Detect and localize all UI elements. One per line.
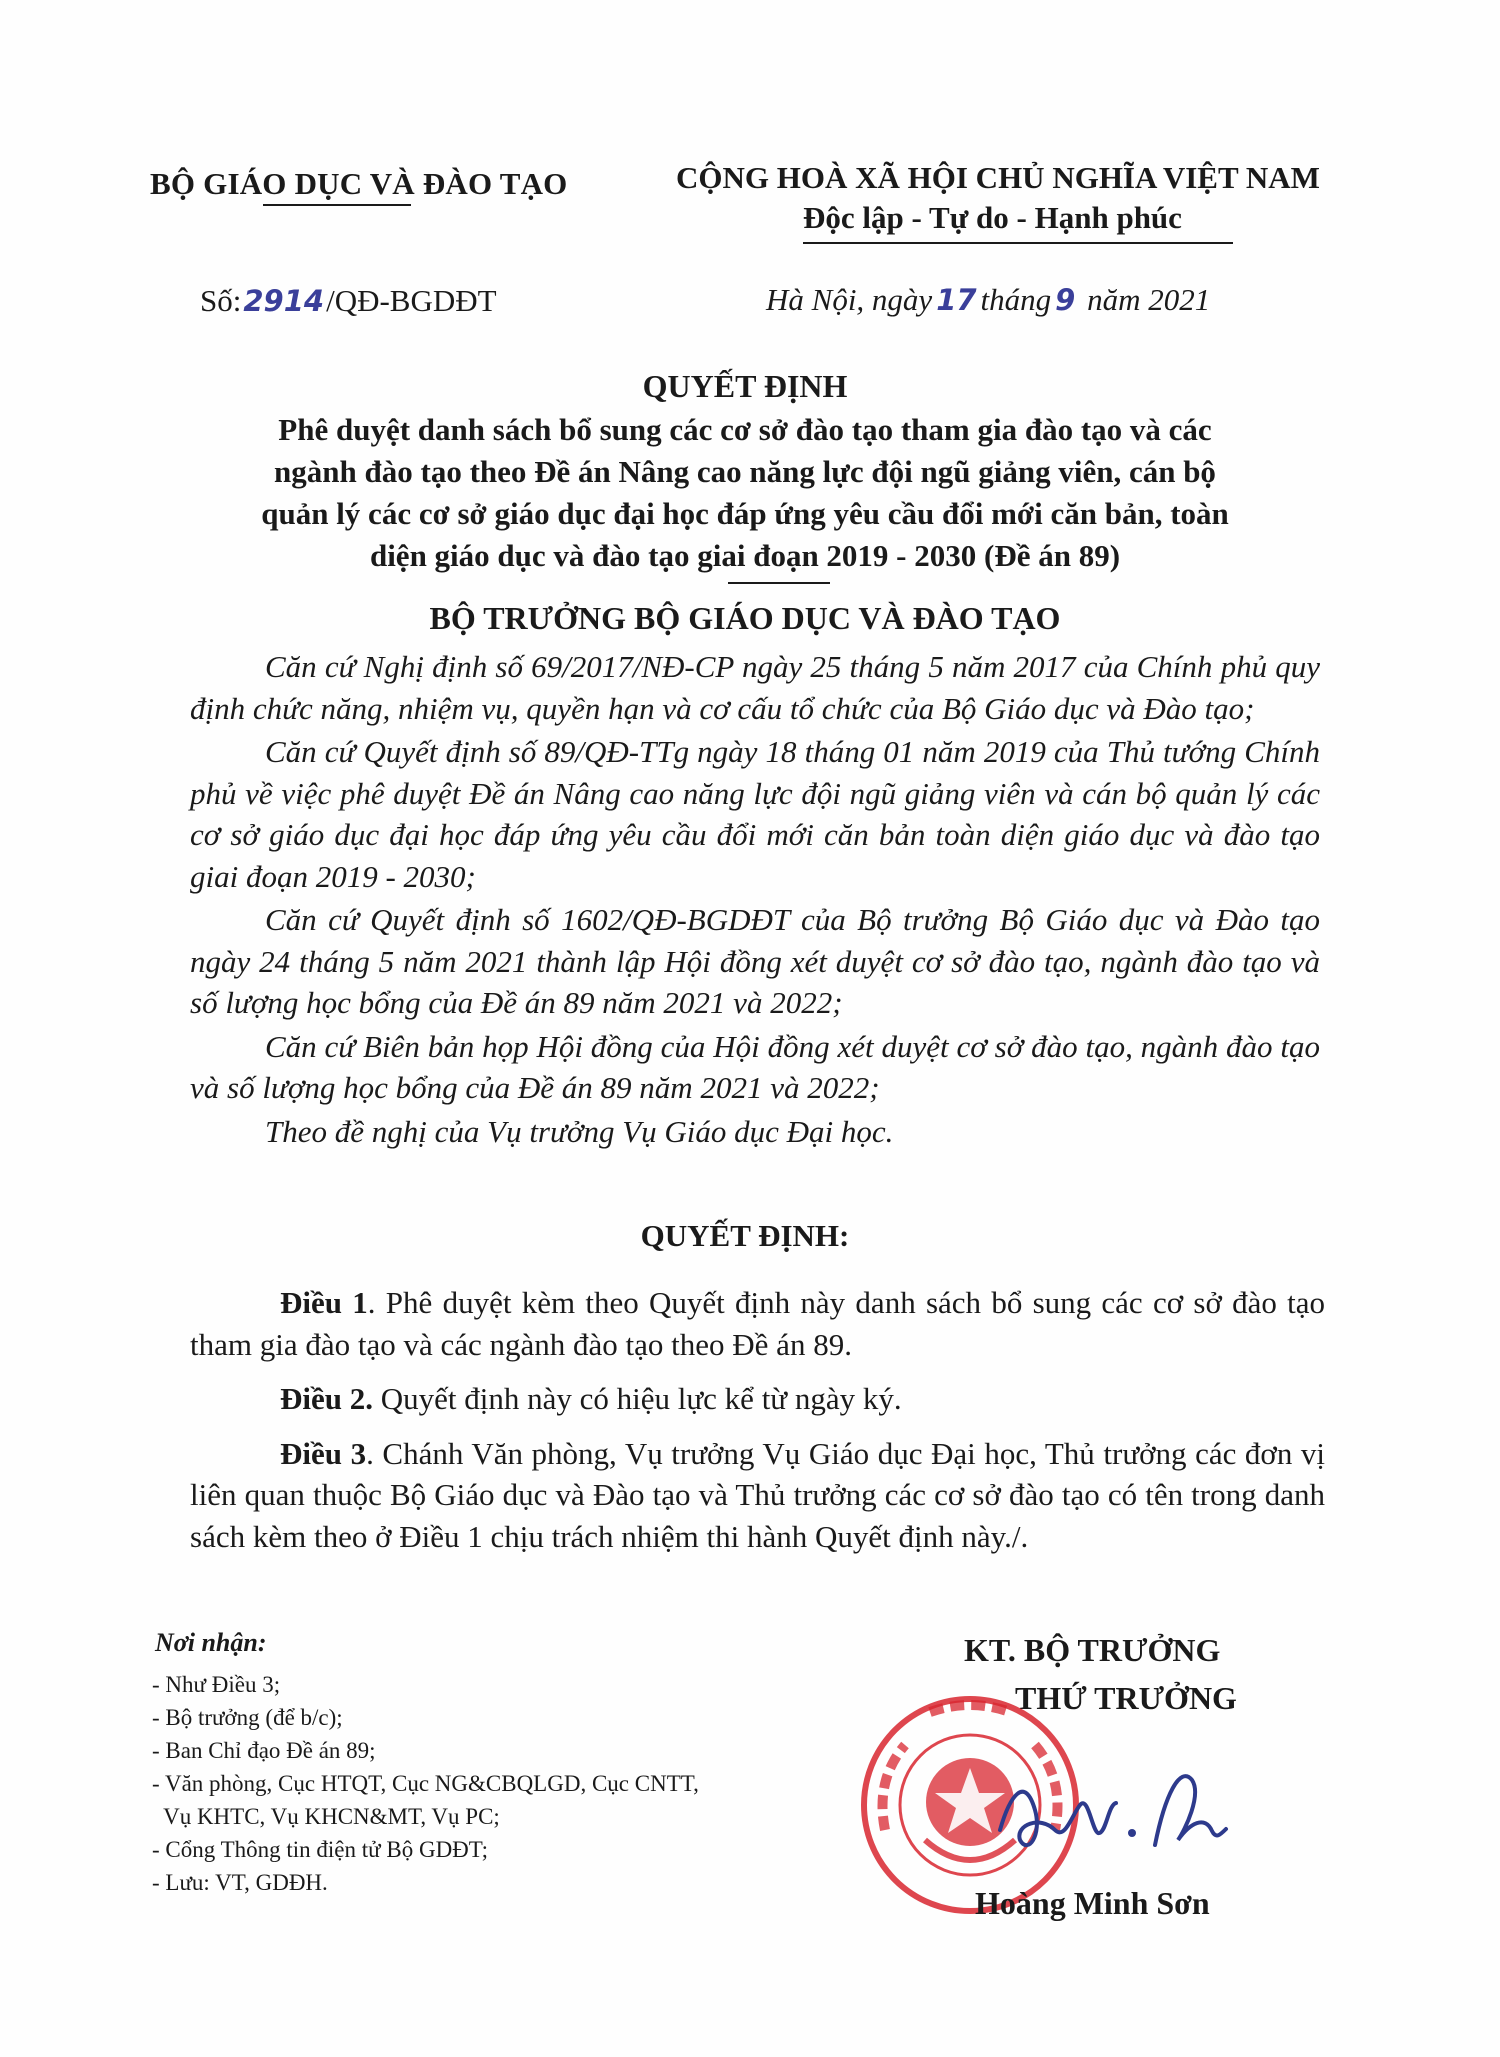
handwritten-signature-icon xyxy=(980,1735,1240,1885)
article xyxy=(190,1378,1325,1420)
recipient-item: - Lưu: VT, GDĐH. xyxy=(152,1870,328,1895)
ministry-name: BỘ GIÁO DỤC VÀ ĐÀO TẠO xyxy=(150,166,568,201)
recipient-item: - Như Điều 3; xyxy=(152,1672,281,1697)
signer-name: Hoàng Minh Sơn xyxy=(975,1885,1210,1921)
subtitle-line: quản lý các cơ sở giáo dục đại học đáp ứng yêu cầu đổi mới căn bản, toàn xyxy=(261,496,1229,531)
recipient-item: - Ban Chỉ đạo Đề án 89; xyxy=(152,1738,376,1763)
recipient-item: - Bộ trưởng (để b/c); xyxy=(152,1705,343,1730)
month-label: tháng xyxy=(980,282,1052,317)
title-block xyxy=(150,368,1340,577)
motto-underline xyxy=(803,242,1233,244)
article xyxy=(190,1282,1325,1365)
subtitle-line: ngành đào tạo theo Đề án Nâng cao năng lực đội ngũ giảng viên, cán bộ xyxy=(274,454,1216,489)
recipient-item: - Văn phòng, Cục HTQT, Cục NG&CBQLGD, Cục CNTT, xyxy=(152,1771,699,1796)
year-text: năm 2021 xyxy=(1087,282,1211,317)
decision-title: QUYẾT ĐỊNH xyxy=(642,368,848,404)
doc-number-suffix: /QĐ-BGDĐT xyxy=(326,283,497,318)
decision-heading: QUYẾT ĐỊNH: xyxy=(640,1218,850,1253)
legal-basis: Căn cứ Quyết định số 1602/QĐ-BGDĐT của Bộ trưởng Bộ Giáo dục và Đào tạo ngày 24 tháng 5 năm 2021 thành lập Hội đồng xét duyệt cơ sở đào tạo, ngành đào tạo và số lượng học bổng của Đề án 89 năm 2021 và 2022; xyxy=(190,902,1320,1020)
recipients-list xyxy=(152,1668,852,1899)
ministry-underline xyxy=(263,204,411,206)
article-label: Điều 3 xyxy=(280,1435,367,1471)
document-number xyxy=(200,283,497,319)
on-behalf-label: KT. BỘ TRƯỞNG xyxy=(964,1632,1221,1668)
article xyxy=(190,1433,1325,1558)
legal-bases xyxy=(190,646,1320,1154)
article-text: . Phê duyệt kèm theo Quyết định này danh sách bổ sung các cơ sở đào tạo tham gia đào tạo và các ngành đào tạo theo Đề án 89. xyxy=(190,1285,1326,1362)
recipient-item: - Cổng Thông tin điện tử Bộ GDĐT; xyxy=(152,1837,488,1862)
doc-number-prefix: Số: xyxy=(200,283,242,318)
nation-name: CỘNG HOÀ XÃ HỘI CHỦ NGHĨA VIỆT NAM xyxy=(676,160,1320,195)
article-text: Quyết định này có hiệu lực kể từ ngày ký. xyxy=(373,1381,902,1416)
place-date xyxy=(766,282,1210,318)
day-handwritten: 17 xyxy=(936,283,977,317)
recipient-item: Vụ KHTC, Vụ KHCN&MT, Vụ PC; xyxy=(152,1804,500,1829)
article-label: Điều 1 xyxy=(280,1285,368,1320)
article-text: . Chánh Văn phòng, Vụ trưởng Vụ Giáo dục Đại học, Thủ trưởng các đơn vị liên quan thuộc Bộ Giáo dục và Đào tạo và Thủ trưởng các cơ sở đào tạo có tên trong danh sách kèm theo ở Điều 1 chịu trách nhiệm thi hành Quyết định này./. xyxy=(190,1435,1326,1554)
legal-basis: Căn cứ Nghị định số 69/2017/NĐ-CP ngày 25 tháng 5 năm 2017 của Chính phủ quy định chức năng, nhiệm vụ, quyền hạn và cơ cấu tổ chức của Bộ Giáo dục và Đào tạo; xyxy=(190,649,1320,726)
issuing-authority: BỘ TRƯỞNG BỘ GIÁO DỤC VÀ ĐÀO TẠO xyxy=(429,600,1061,636)
article-label: Điều 2. xyxy=(280,1381,373,1416)
doc-number-handwritten: 2914 xyxy=(243,284,325,318)
legal-basis: Căn cứ Quyết định số 89/QĐ-TTg ngày 18 tháng 01 năm 2019 của Thủ tướng Chính phủ về việc phê duyệt Đề án Nâng cao năng lực đội ngũ giảng viên và cán bộ quản lý các cơ sở giáo dục đại học đáp ứng yêu cầu đổi mới căn bản toàn diện giáo dục và đào tạo giai đoạn 2019 - 2030; xyxy=(190,734,1320,894)
national-motto: Độc lập - Tự do - Hạnh phúc xyxy=(803,200,1182,235)
title-divider xyxy=(728,582,830,584)
month-handwritten: 9 xyxy=(1055,283,1076,317)
place-prefix: Hà Nội, ngày xyxy=(766,282,933,317)
articles xyxy=(190,1282,1325,1570)
legal-basis: Theo đề nghị của Vụ trưởng Vụ Giáo dục Đại học. xyxy=(265,1113,894,1149)
recipients-title: Nơi nhận: xyxy=(155,1628,267,1657)
subtitle-line: Phê duyệt danh sách bổ sung các cơ sở đào tạo tham gia đào tạo và các xyxy=(278,412,1212,447)
decision-subtitle xyxy=(150,409,1340,577)
legal-basis: Căn cứ Biên bản họp Hội đồng của Hội đồng xét duyệt cơ sở đào tạo, ngành đào tạo và số lượng học bổng của Đề án 89 năm 2021 và 2022; xyxy=(190,1028,1320,1105)
signer-position: THỨ TRƯỞNG xyxy=(1015,1680,1237,1716)
subtitle-line: diện giáo dục và đào tạo giai đoạn 2019 - 2030 (Đề án 89) xyxy=(369,538,1121,573)
